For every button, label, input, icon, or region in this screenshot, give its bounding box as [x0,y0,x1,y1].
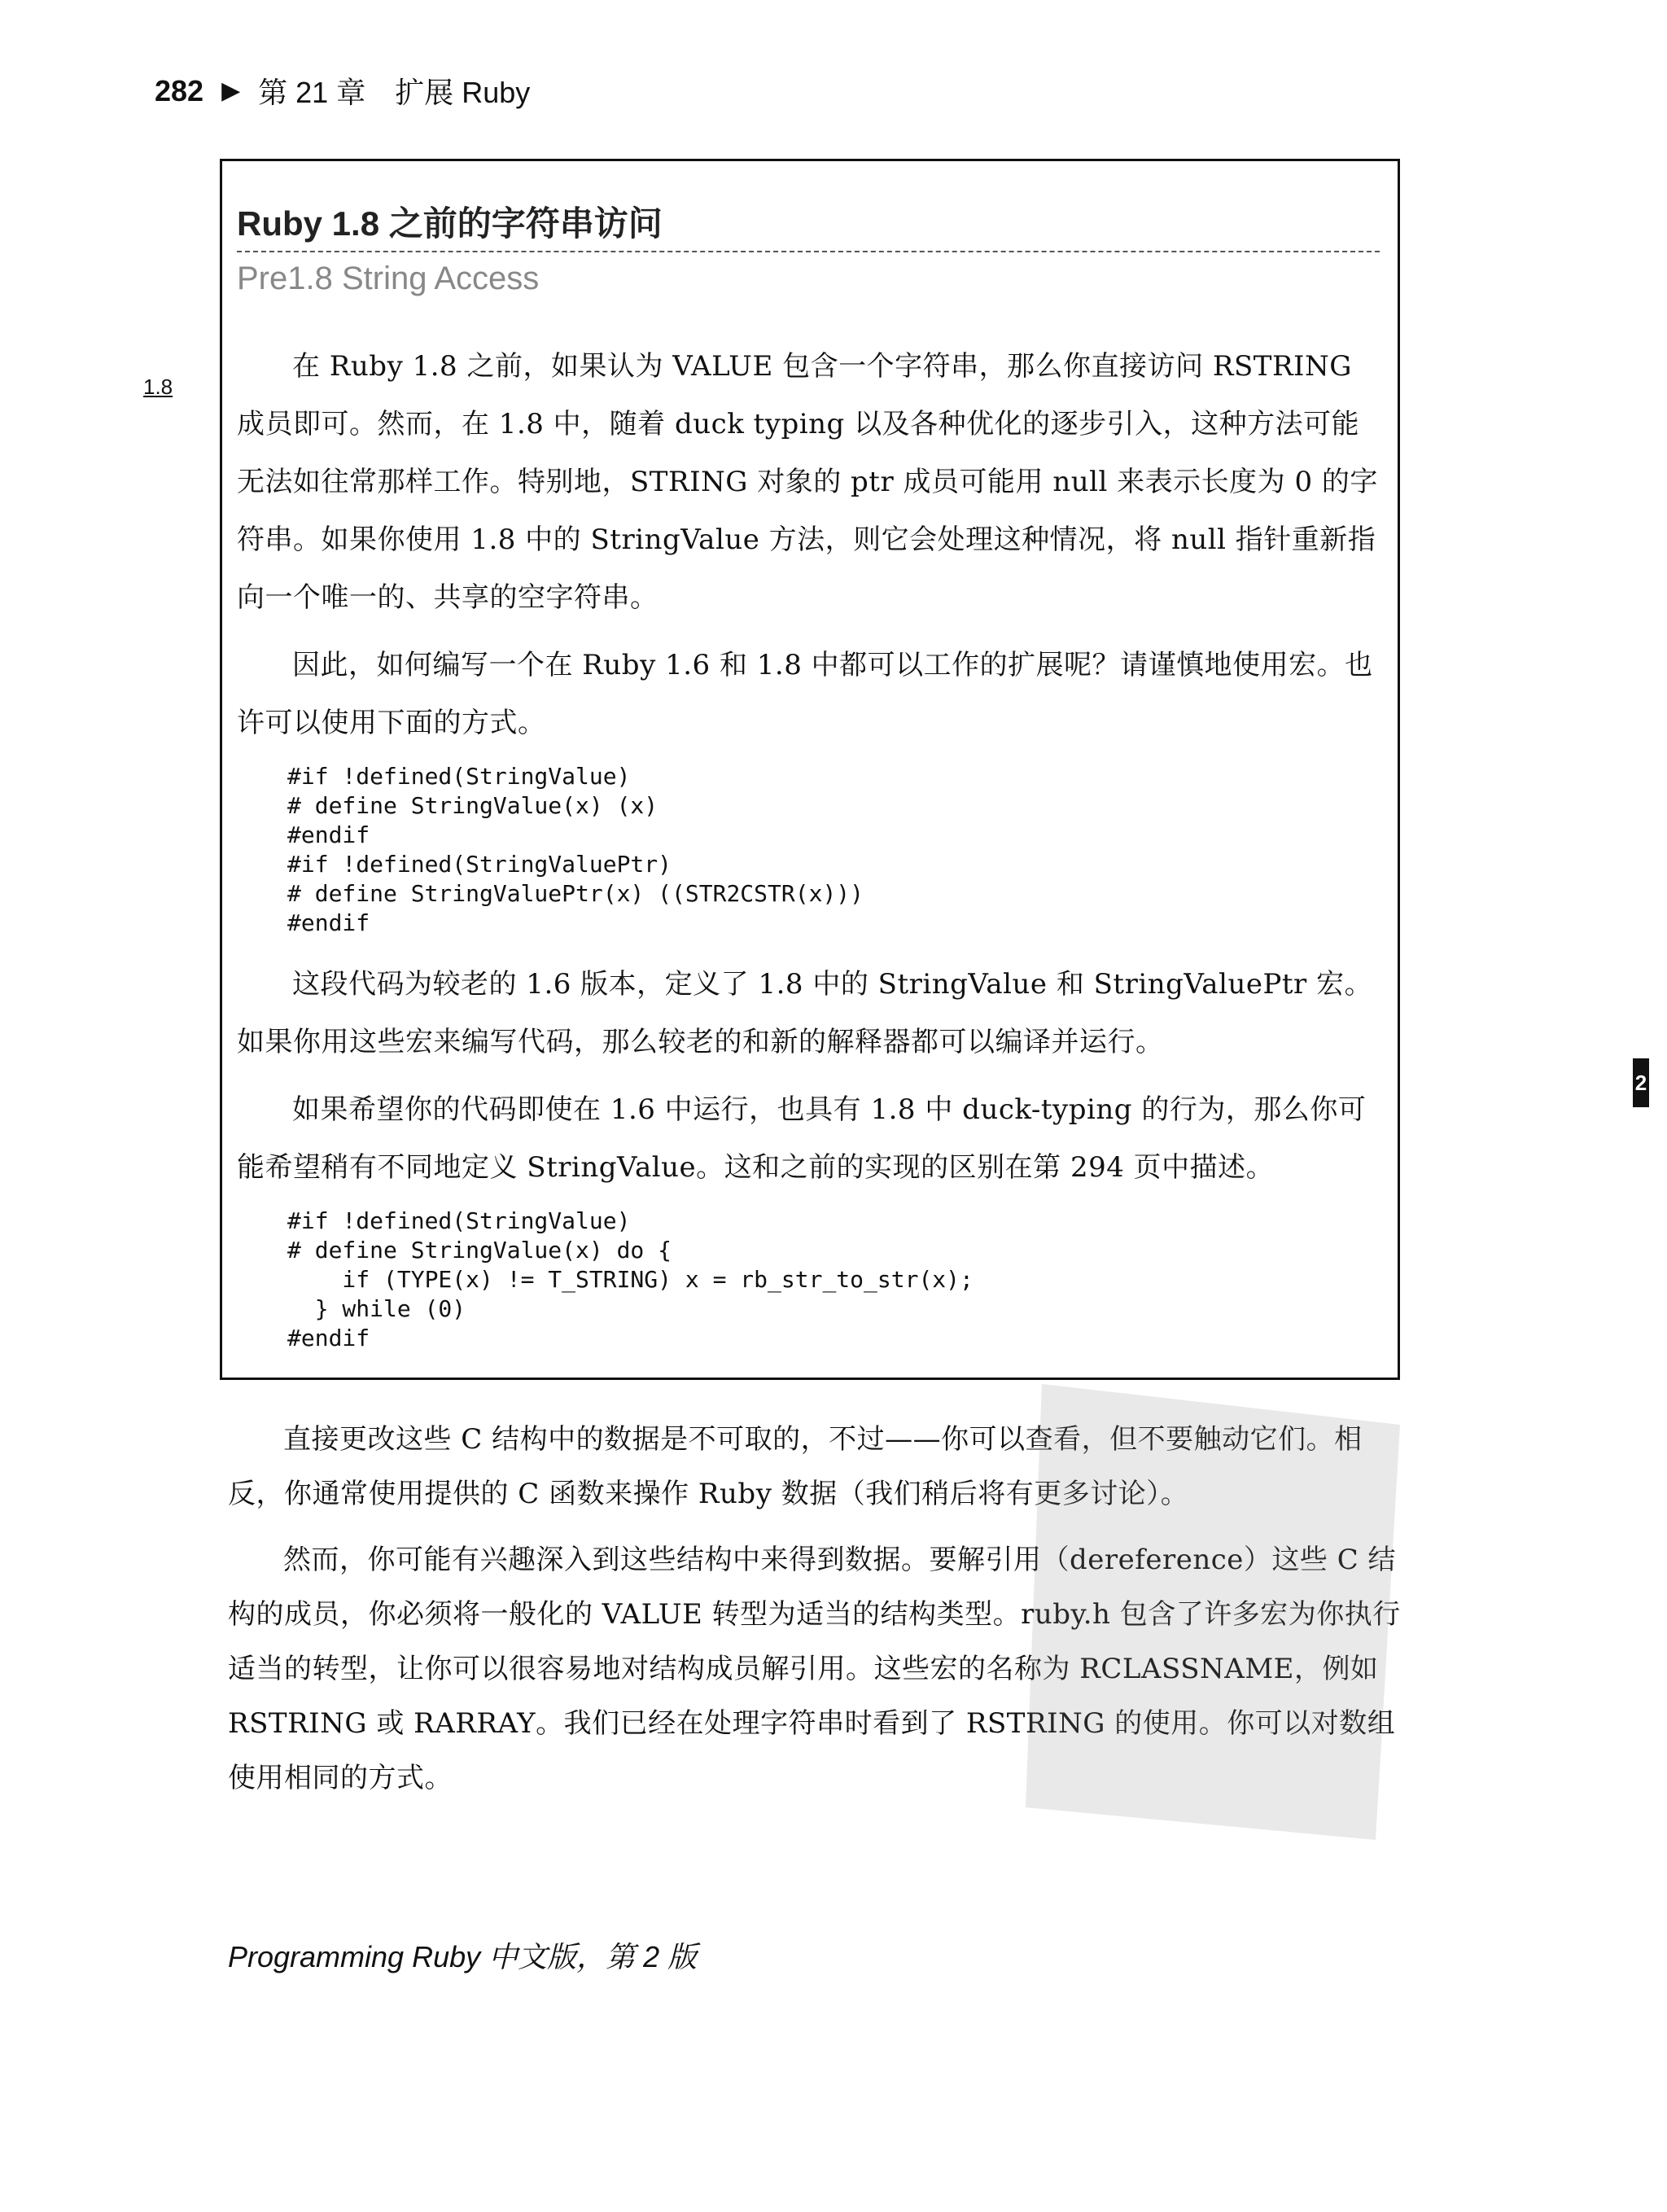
sidebar-paragraph: 因此，如何编写一个在 Ruby 1.6 和 1.8 中都可以工作的扩展呢？请谨慎地使用宏。也许可以使用下面的方式。 [237,649,1373,739]
main-body [228,1413,1404,1817]
running-header [155,70,530,112]
body-paragraph: 直接更改这些 C 结构中的数据是不可取的，不过——你可以查看，但不要触动它们。相反，你通常使用提供的 C 函数来操作 Ruby 数据（我们稍后将有更多讨论）。 [228,1423,1363,1510]
chapter-thumb-tab: 2 [1633,1058,1649,1107]
book-footer: Programming Ruby 中文版，第 2 版 [228,1940,698,1973]
sidebar-paragraph: 这段代码为较老的 1.6 版本，定义了 1.8 中的 StringValue 和 StringValuePtr 宏。如果你用这些宏来编写代码，那么较老的和新的解释器都可以编译并运行。 [237,968,1373,1058]
version-margin-note: 1.8 [143,375,173,399]
chapter-title: 第 21 章 扩展 Ruby [258,76,531,109]
sidebar-paragraph: 在 Ruby 1.8 之前，如果认为 VALUE 包含一个字符串，那么你直接访问 RSTRING 成员即可。然而，在 1.8 中，随着 duck typing 以及各种优化的逐步引入，这种方法可能无法如往常那样工作。特别地，STRING 对象的 ptr 成员可能用 null 来表示长度为 0 的字符串。如果你使用 1.8 中的 StringValue 方法，则它会处理这种情况，将 null 指针重新指向一个唯一的、共享的空字符串。 [237,350,1378,614]
code-block: #if !defined(StringValue) # define StringValue(x) (x) #endif #if !defined(StringValuePtr) # define StringValuePtr(x) ((STR2CSTR(x))) #endif [287,763,864,936]
arrow-icon: ▶ [221,77,241,104]
sidebar-paragraph: 如果希望你的代码即使在 1.6 中运行，也具有 1.8 中 duck-typing 的行为，那么你可能希望稍有不同地定义 StringValue。这和之前的实现的区别在第 294 页中描述。 [237,1093,1367,1184]
sidebar-box [220,159,1400,1380]
sidebar-title: Ruby 1.8 之前的字符串访问 [237,197,1380,252]
page-number: 282 [155,73,204,107]
code-block: #if !defined(StringValue) # define StringValue(x) do { if (TYPE(x) != T_STRING) x = rb_str_to_str(x); } while (0) #endif [287,1207,974,1351]
sidebar-subtitle: Pre1.8 String Access [237,261,540,296]
body-paragraph: 然而，你可能有兴趣深入到这些结构中来得到数据。要解引用（dereference）这些 C 结构的成员，你必须将一般化的 VALUE 转型为适当的结构类型。ruby.h 包含了许多宏为你执行适当的转型，让你可以很容易地对结构成员解引用。这些宏的名称为 RCLASSNAME，例如 RSTRING 或 RARRAY。我们已经在处理字符串时看到了 RSTRING 的使用。你可以对数组使用相同的方式。 [228,1544,1401,1794]
